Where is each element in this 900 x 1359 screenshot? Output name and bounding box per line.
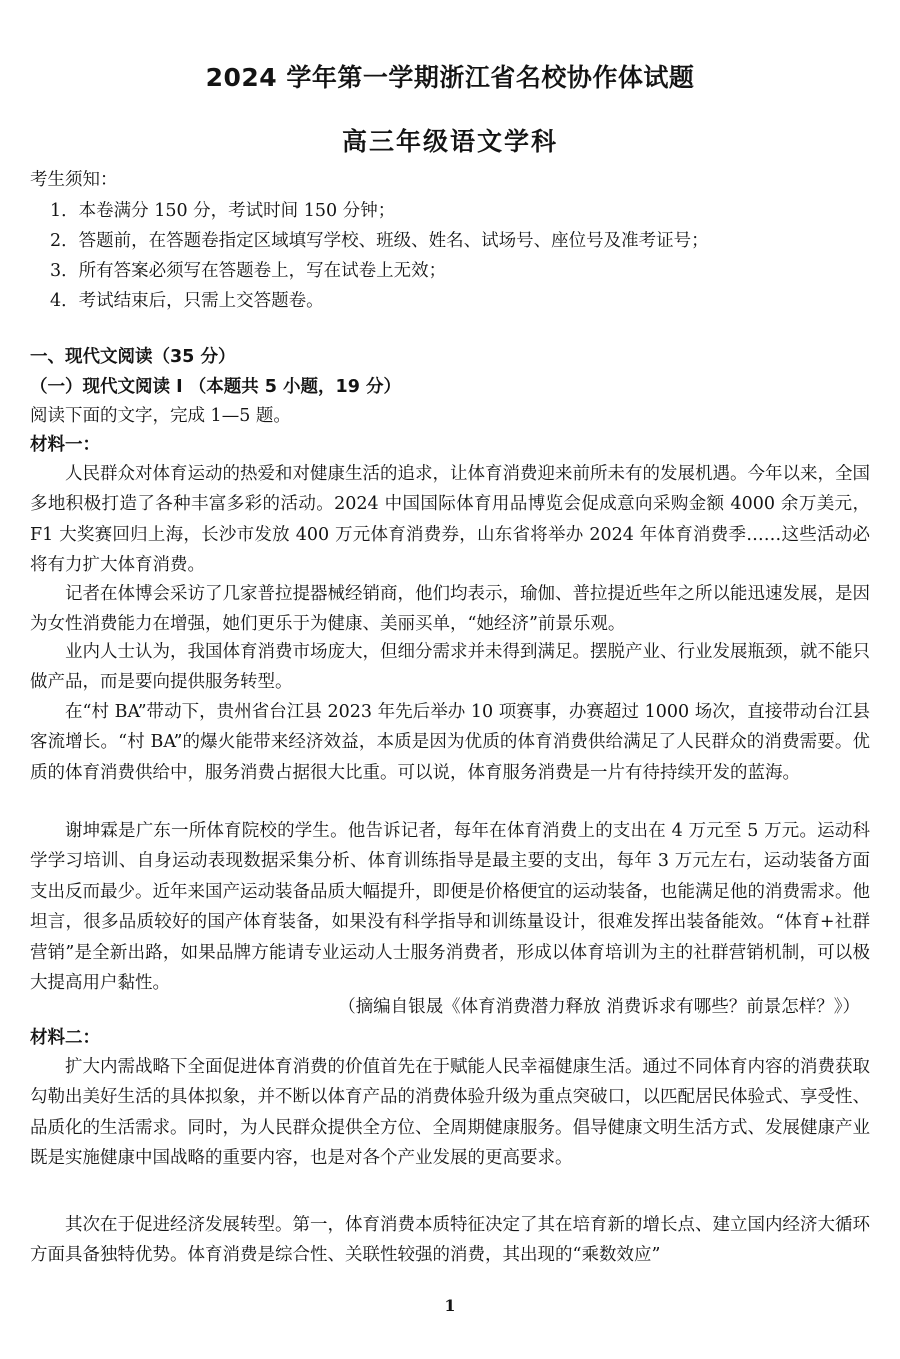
- material-two-label: 材料二：: [30, 1028, 100, 1048]
- section-heading: 一、现代文阅读（35 分）: [30, 347, 236, 367]
- notice-item: 1．本卷满分 150 分，考试时间 150 分钟；: [50, 201, 396, 221]
- notice-heading: 考生须知：: [30, 170, 118, 190]
- section-subheading: （一）现代文阅读 I （本题共 5 小题，19 分）: [30, 377, 402, 397]
- notice-item: 3．所有答案必须写在答题卷上，写在试卷上无效；: [50, 261, 447, 281]
- material-two-paragraph: 扩大内需战略下全面促进体育消费的价值首先在于赋能人民幸福健康生活。通过不同体育内容的消费获取勾勒出美好生活的具体拟象，并不断以体育产品的消费体验升级为重点突破口，以匹配居民体验式、享受性、品质化的生活需求。同时，为人民群众提供全方位、全周期健康服务。倡导健康文明生活方式、发展健康产业既是实施健康中国战略的重要内容，也是对各个产业发展的更高要求。: [30, 1057, 870, 1169]
- material-one-paragraph: 谢坤霖是广东一所体育院校的学生。他告诉记者，每年在体育消费上的支出在 4 万元至 5 万元。运动科学学习培训、自身运动表现数据采集分析、体育训练指导是最主要的支出，每年 3 万元左右，运动装备方面支出反而最少。近年来国产运动装备品质大幅提升，即便是价格便宜的运动装备，也能满足他的消费需求。他坦言，很多品质较好的国产体育装备，如果没有科学指导和训练量设计，很难发挥出装备能效。“体育+社群营销”是全新出路，如果品牌方能请专业运动人士服务消费者，形成以体育培训为主的社群营销机制，可以极大提高用户黏性。: [30, 821, 870, 994]
- notice-item: 4．考试结束后，只需上交答题卷。: [50, 291, 324, 311]
- notice-item: 2．答题前，在答题卷指定区域填写学校、班级、姓名、试场号、座位号及准考证号；: [50, 231, 709, 251]
- section-instruction: 阅读下面的文字，完成 1—5 题。: [30, 406, 291, 426]
- exam-title: 2024 学年第一学期浙江省名校协作体试题: [205, 63, 695, 92]
- material-two-paragraph: 其次在于促进经济发展转型。第一，体育消费本质特征决定了其在培育新的增长点、建立国内经济大循环方面具备独特优势。体育消费是综合性、关联性较强的消费，其出现的“乘数效应”: [30, 1215, 870, 1266]
- exam-subtitle: 高三年级语文学科: [341, 127, 558, 156]
- material-one-paragraph: 在“村 BA”带动下，贵州省台江县 2023 年先后举办 10 项赛事，办赛超过 1000 场次，直接带动台江县客流增长。“村 BA”的爆火能带来经济效益，本质是因为优质的体育消费供给满足了人民群众的消费需要。优质的体育消费供给中，服务消费占据很大比重。可以说，体育服务消费是一片有待持续开发的蓝海。: [30, 702, 870, 783]
- material-one-label: 材料一：: [30, 435, 100, 455]
- material-one-paragraph: 业内人士认为，我国体育消费市场庞大，但细分需求并未得到满足。摆脱产业、行业发展瓶颈，就不能只做产品，而是要向提供服务转型。: [30, 642, 870, 693]
- material-one-paragraph: 记者在体博会采访了几家普拉提器械经销商，他们均表示，瑜伽、普拉提近些年之所以能迅速发展，是因为女性消费能力在增强，她们更乐于为健康、美丽买单，“她经济”前景乐观。: [30, 584, 870, 635]
- page-number: 1: [444, 1296, 456, 1315]
- material-one-paragraph: 人民群众对体育运动的热爱和对健康生活的追求，让体育消费迎来前所未有的发展机遇。今年以来，全国多地积极打造了各种丰富多彩的活动。2024 中国国际体育用品博览会促成意向采购金额 4000 余万美元，F1 大奖赛回归上海，长沙市发放 400 万元体育消费券，山东省将举办 2024 年体育消费季……这些活动必将有力扩大体育消费。: [30, 464, 870, 576]
- material-one-citation: （摘编自银晟《体育消费潜力释放 消费诉求有哪些？前景怎样？》）: [338, 997, 860, 1017]
